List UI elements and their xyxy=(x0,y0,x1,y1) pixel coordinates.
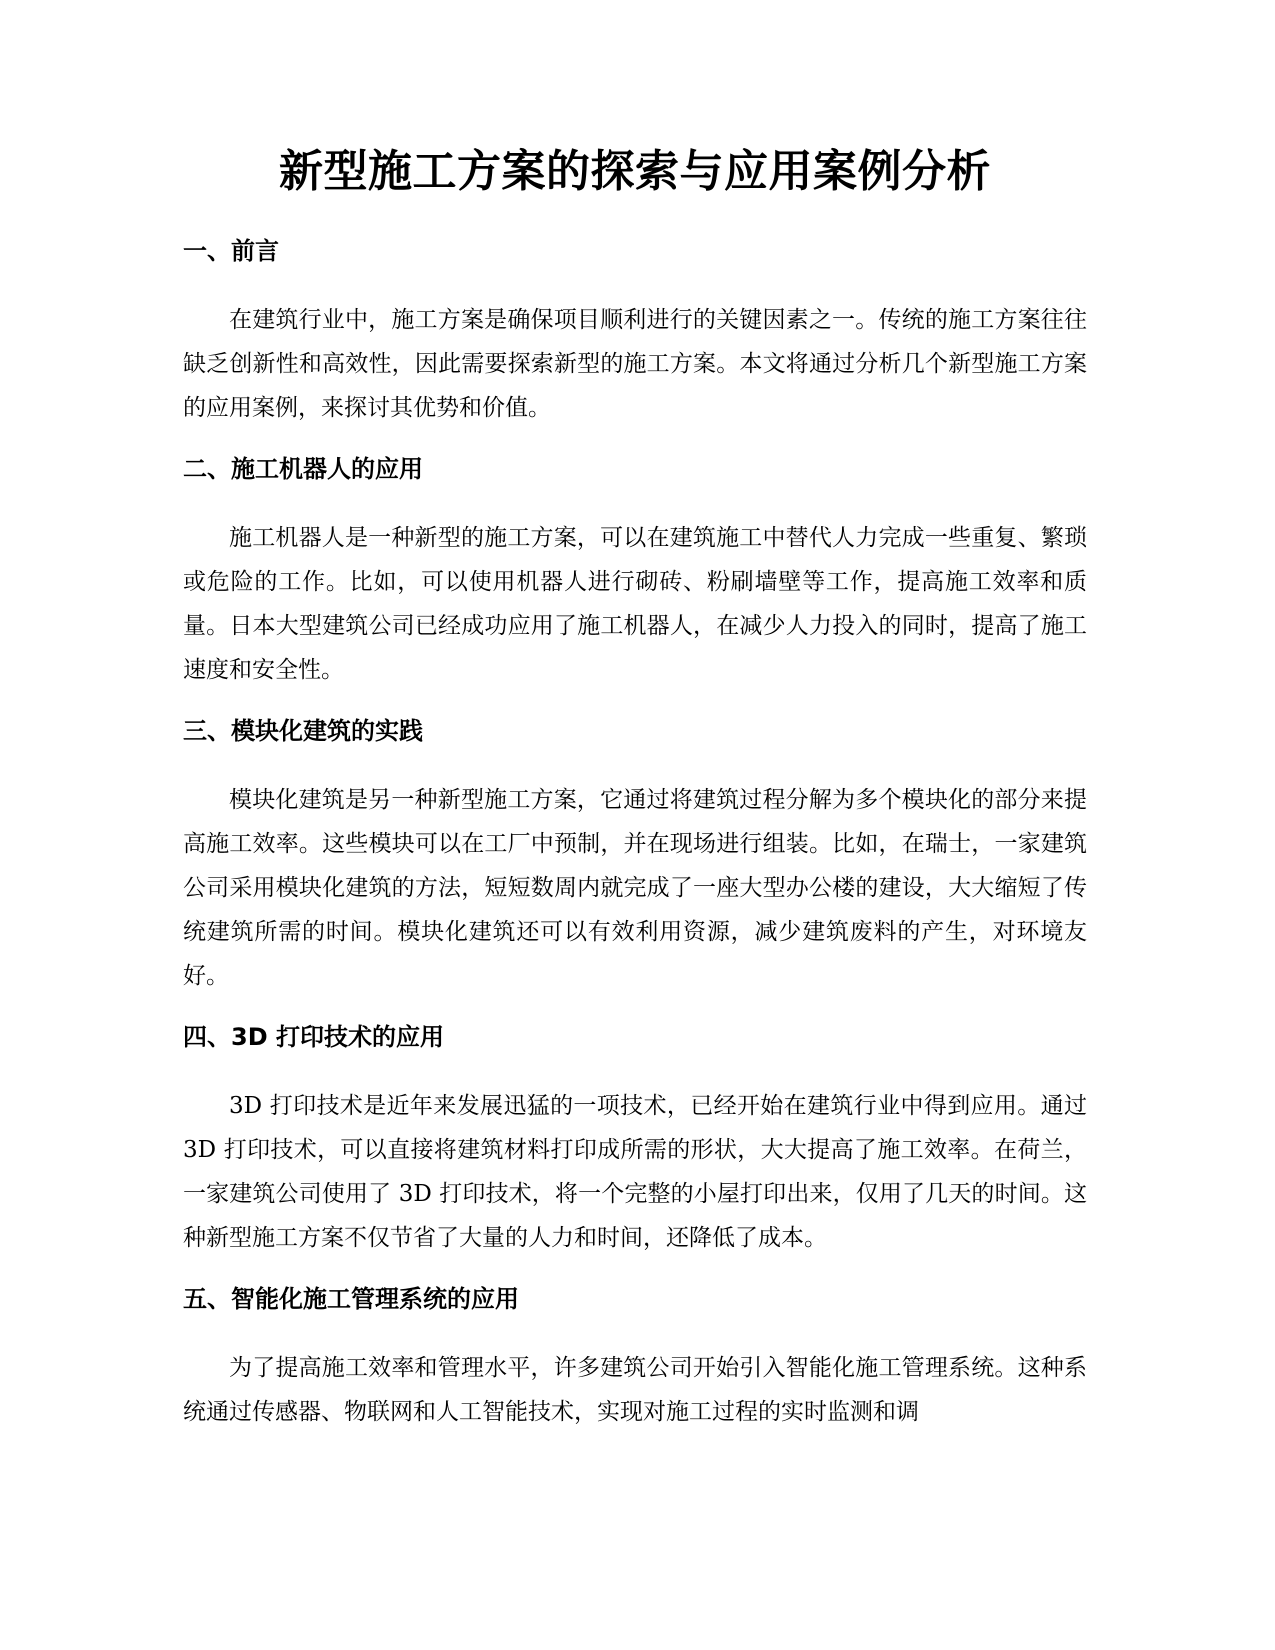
section-heading-2: 二、施工机器人的应用 xyxy=(183,455,423,483)
section-paragraph-5: 为了提高施工效率和管理水平，许多建筑公司开始引入智能化施工管理系统。这种系统通过传感器、物联网和人工智能技术，实现对施工过程的实时监测和调 xyxy=(183,1355,1087,1425)
section-paragraph-3: 模块化建筑是另一种新型施工方案，它通过将建筑过程分解为多个模块化的部分来提高施工效率。这些模块可以在工厂中预制，并在现场进行组装。比如，在瑞士，一家建筑公司采用模块化建筑的方法，短短数周内就完成了一座大型办公楼的建设，大大缩短了传统建筑所需的时间。模块化建筑还可以有效利用资源，减少建筑废料的产生，对环境友好。 xyxy=(183,787,1087,989)
section-paragraph-1: 在建筑行业中，施工方案是确保项目顺利进行的关键因素之一。传统的施工方案往往缺乏创新性和高效性，因此需要探索新型的施工方案。本文将通过分析几个新型施工方案的应用案例，来探讨其优势和价值。 xyxy=(183,307,1087,421)
section-heading-1: 一、前言 xyxy=(183,237,279,265)
section-heading-3: 三、模块化建筑的实践 xyxy=(183,717,423,745)
section-paragraph-4: 3D 打印技术是近年来发展迅猛的一项技术，已经开始在建筑行业中得到应用。通过 3D 打印技术，可以直接将建筑材料打印成所需的形状，大大提高了施工效率。在荷兰，一家建筑公司使用了 3D 打印技术，将一个完整的小屋打印出来，仅用了几天的时间。这种新型施工方案不仅节省了大量的人力和时间，还降低了成本。 xyxy=(183,1093,1087,1251)
section-paragraph-2: 施工机器人是一种新型的施工方案，可以在建筑施工中替代人力完成一些重复、繁琐或危险的工作。比如，可以使用机器人进行砌砖、粉刷墙壁等工作，提高施工效率和质量。日本大型建筑公司已经成功应用了施工机器人，在减少人力投入的同时，提高了施工速度和安全性。 xyxy=(183,525,1087,683)
section-heading-5: 五、智能化施工管理系统的应用 xyxy=(183,1285,519,1313)
document-page xyxy=(183,140,1087,1456)
section-heading-4: 四、3D 打印技术的应用 xyxy=(183,1023,444,1051)
document-title: 新型施工方案的探索与应用案例分析 xyxy=(279,146,991,197)
